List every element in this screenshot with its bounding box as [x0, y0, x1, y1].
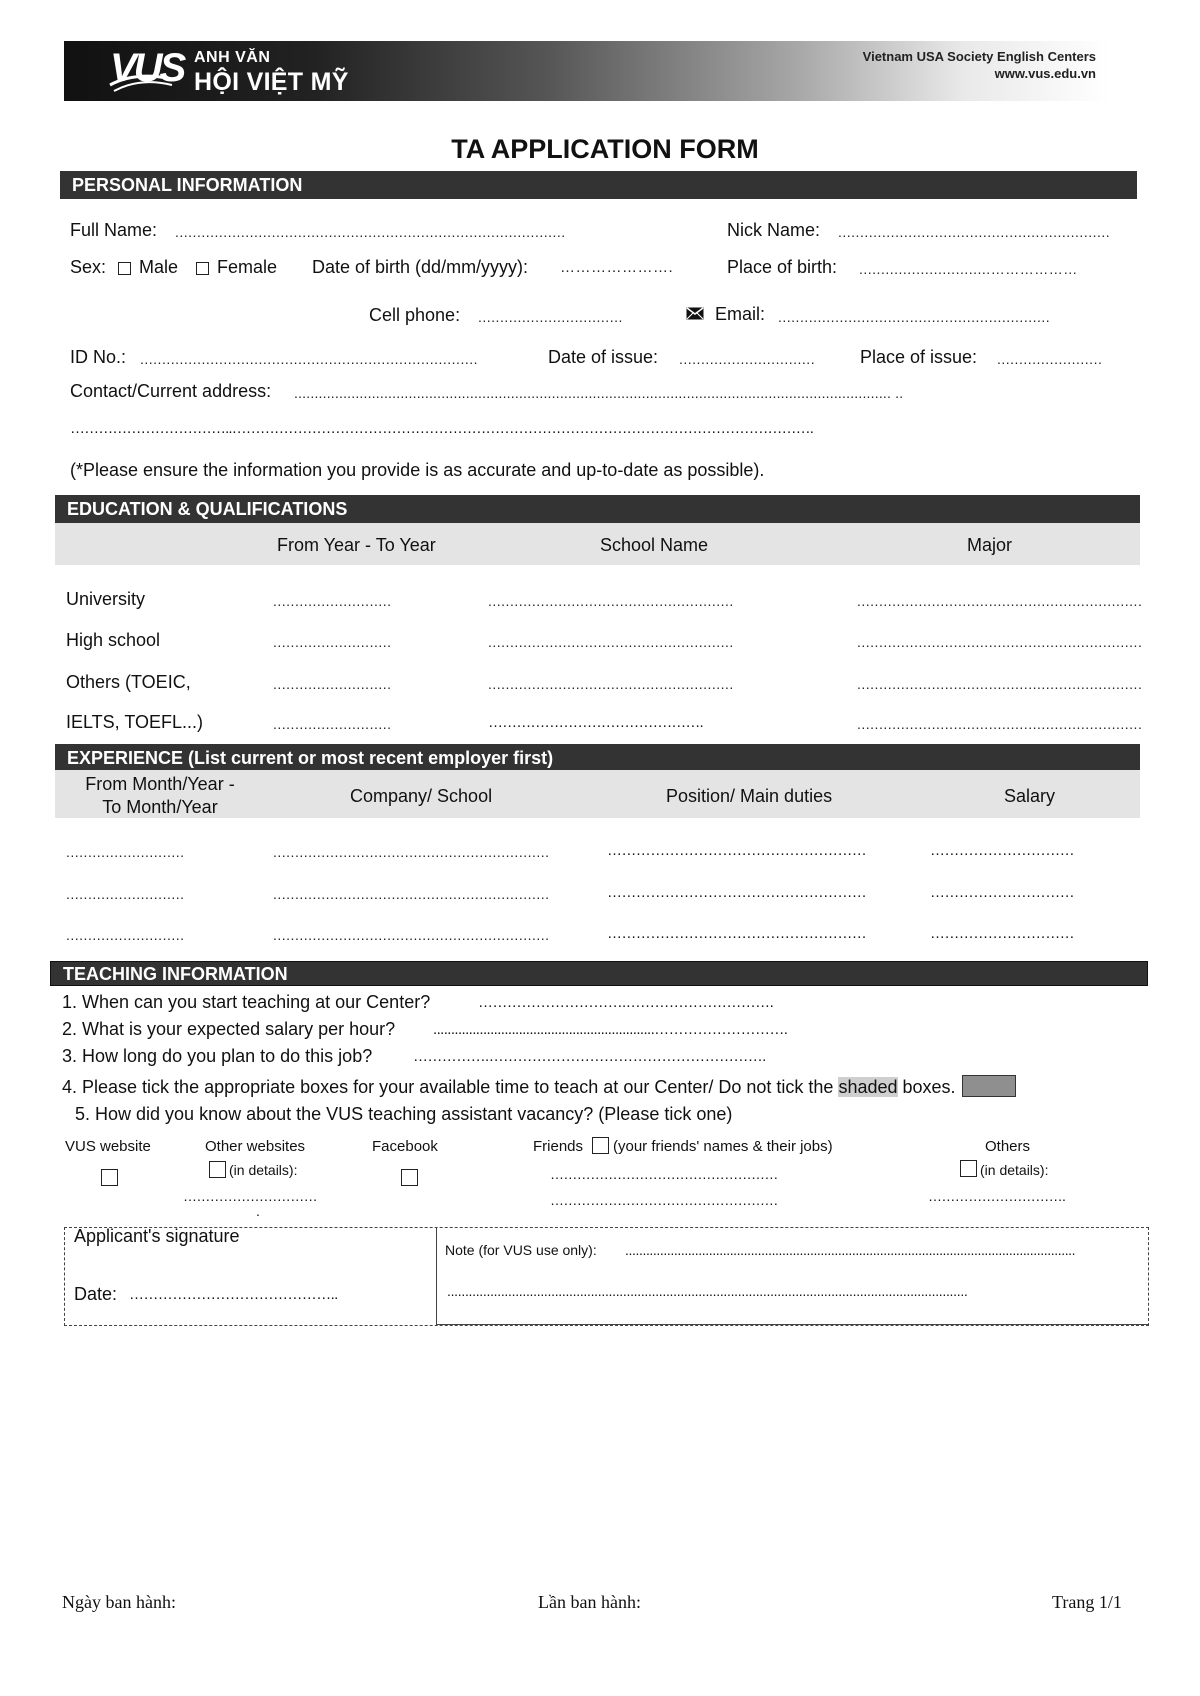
edu-row-label: University	[66, 589, 146, 609]
question-1: 1. When can you start teaching at our Center?	[62, 992, 431, 1012]
date-of-issue-field[interactable]: ...............................	[679, 351, 816, 367]
male-label: Male	[139, 257, 179, 277]
applicant-signature-label: Applicant's signature	[74, 1226, 240, 1246]
exp-col-company: Company/ School	[350, 786, 493, 806]
exp-row-period[interactable]: ...........................	[66, 844, 185, 860]
section-teaching-heading: TEACHING INFORMATION	[50, 961, 1148, 986]
edu-row-years[interactable]: ...........................	[273, 676, 392, 692]
question-5: 5. How did you know about the VUS teaching assistant vacancy? (Please tick one)	[75, 1104, 733, 1124]
sex-label: Sex:	[70, 257, 107, 277]
section-experience-heading: EXPERIENCE (List current or most recent employer first)	[55, 744, 1140, 770]
exp-row-position[interactable]: ………………………………………………	[607, 842, 867, 859]
vus-note-label: Note (for VUS use only):	[445, 1242, 597, 1258]
question-1-field[interactable]: ………………………….………………………….	[478, 994, 774, 1011]
edu-row-major[interactable]: .................................................................	[857, 676, 1143, 692]
edu-row-major[interactable]: .................................................................	[857, 716, 1143, 732]
edu-row-major[interactable]: .................................................................	[857, 634, 1143, 650]
org-website: www.vus.edu.vn	[994, 66, 1096, 81]
signature-divider	[436, 1227, 437, 1326]
female-label: Female	[217, 257, 278, 277]
section-education-heading: EDUCATION & QUALIFICATIONS	[55, 495, 1140, 523]
dob-field[interactable]: ………………….	[560, 259, 674, 276]
shaded-box-sample	[962, 1075, 1016, 1097]
edu-row-school[interactable]: ……………………………………….	[488, 714, 703, 731]
option-other-websites-detail: (in details):	[229, 1162, 298, 1178]
exp-row-position[interactable]: ………………………………………………	[607, 884, 867, 901]
option-others-detail: (in details):	[980, 1162, 1049, 1178]
option-vus-website-checkbox[interactable]	[101, 1169, 118, 1186]
question-3: 3. How long do you plan to do this job?	[62, 1046, 373, 1066]
accuracy-note: (*Please ensure the information you provide is as accurate and up-to-date as possible).	[70, 460, 765, 480]
envelope-icon	[686, 307, 704, 320]
footer-page-number: Trang 1/1	[1052, 1592, 1122, 1612]
pob-label: Place of birth:	[727, 257, 838, 277]
exp-row-salary[interactable]: …………………………	[930, 842, 1075, 859]
logo-line-anh-van: ANH VĂN	[194, 49, 271, 66]
edu-row-years[interactable]: ...........................	[273, 593, 392, 609]
option-vus-website-label: VUS website	[65, 1138, 151, 1155]
question-2-field[interactable]: ..............................................................……………………….	[433, 1021, 788, 1038]
page-title: TA APPLICATION FORM	[451, 134, 759, 164]
exp-row-position[interactable]: ………………………………………………	[607, 925, 867, 942]
option-friends-field[interactable]: ……………………………………………	[550, 1166, 778, 1182]
question-3-field[interactable]: …………….………………………………………………….	[413, 1048, 766, 1065]
note-bottom-border	[436, 1324, 1149, 1325]
vus-note-field[interactable]: .................................................................................................................................	[625, 1242, 1076, 1258]
place-of-issue-label: Place of issue:	[860, 347, 978, 367]
exp-row-company[interactable]: ...............................................................	[273, 886, 550, 902]
cell-phone-label: Cell phone:	[369, 305, 461, 325]
edu-col-years: From Year - To Year	[277, 535, 436, 555]
logo-line-hoi-viet-my: HỘI VIỆT MỸ	[194, 68, 349, 96]
signature-date-field[interactable]: ……………………………………..	[129, 1286, 338, 1303]
exp-col-period-line1: From Month/Year -	[85, 774, 235, 794]
edu-row-school[interactable]: ........................................................	[488, 593, 734, 609]
exp-col-position: Position/ Main duties	[666, 786, 833, 806]
nick-name-field[interactable]: ..............................................................	[838, 224, 1111, 240]
exp-row-salary[interactable]: …………………………	[930, 925, 1075, 942]
vus-note-field-2[interactable]: .................................................................................................................................................	[447, 1283, 968, 1299]
option-other-websites-field-end[interactable]: .	[256, 1203, 260, 1219]
male-checkbox[interactable]	[118, 262, 131, 275]
date-of-issue-label: Date of issue:	[548, 347, 659, 367]
place-of-issue-field[interactable]: ........................	[997, 351, 1103, 367]
full-name-field[interactable]: .........................................................................................	[175, 224, 566, 240]
option-other-websites-checkbox[interactable]	[209, 1161, 226, 1178]
pob-field[interactable]: ..............................………………	[859, 261, 1078, 277]
option-friends-field-2[interactable]: ……………………………………………	[550, 1192, 778, 1208]
option-other-websites-label: Other websites	[205, 1138, 306, 1155]
address-label: Contact/Current address:	[70, 381, 272, 401]
option-friends-checkbox[interactable]	[592, 1137, 609, 1154]
org-name: Vietnam USA Society English Centers	[862, 49, 1096, 64]
exp-col-period-line2: To Month/Year	[102, 797, 218, 817]
address-field[interactable]: .................................................................................................................................................. ..	[294, 385, 904, 401]
exp-row-period[interactable]: ...........................	[66, 886, 185, 902]
option-other-websites-field[interactable]: …………………………	[183, 1188, 318, 1204]
edu-row-label: Others (TOEIC,	[66, 672, 191, 692]
question-2: 2. What is your expected salary per hour?	[62, 1019, 396, 1039]
option-others-checkbox[interactable]	[960, 1160, 977, 1177]
exp-col-salary: Salary	[1004, 786, 1056, 806]
option-facebook-checkbox[interactable]	[401, 1169, 418, 1186]
email-label: Email:	[715, 304, 766, 324]
question-4-text: 4. Please tick the appropriate boxes for your available time to teach at our Center/ Do not tick the	[62, 1077, 834, 1097]
edu-row-years[interactable]: ...........................	[273, 716, 392, 732]
edu-row-school[interactable]: ........................................................	[488, 676, 734, 692]
edu-row-label: High school	[66, 630, 161, 650]
email-field[interactable]: ..............................................................	[778, 309, 1051, 325]
option-others-field[interactable]: ………………………….	[928, 1188, 1066, 1204]
shaded-word: shaded	[838, 1077, 898, 1097]
exp-row-company[interactable]: ...............................................................	[273, 927, 550, 943]
exp-row-period[interactable]: ...........................	[66, 927, 185, 943]
edu-col-school: School Name	[600, 535, 709, 555]
question-4	[62, 1075, 1016, 1098]
id-no-label: ID No.:	[70, 347, 127, 367]
edu-row-label: IELTS, TOEFL...)	[66, 712, 204, 732]
option-friends-detail: (your friends' names & their jobs)	[613, 1138, 833, 1155]
exp-row-company[interactable]: ...............................................................	[273, 844, 550, 860]
question-4-text-end: boxes.	[902, 1077, 956, 1097]
edu-col-major: Major	[967, 535, 1013, 555]
nick-name-label: Nick Name:	[727, 220, 821, 240]
id-no-field[interactable]: .............................................................................	[140, 351, 479, 367]
vus-logo: VUS	[110, 46, 184, 90]
option-friends-label: Friends	[533, 1138, 584, 1155]
exp-row-salary[interactable]: …………………………	[930, 884, 1075, 901]
option-facebook-label: Facebook	[372, 1138, 438, 1155]
edu-row-years[interactable]: ...........................	[273, 634, 392, 650]
edu-row-major[interactable]: .................................................................	[857, 593, 1143, 609]
full-name-label: Full Name:	[70, 220, 158, 240]
dob-label: Date of birth (dd/mm/yyyy):	[312, 257, 529, 277]
address-field-line2[interactable]: ……………………………..…………………………………………………………………………………………………………….	[70, 420, 814, 437]
option-others-label: Others	[985, 1138, 1031, 1155]
section-personal-heading: PERSONAL INFORMATION	[60, 171, 1137, 199]
signature-date-label: Date:	[74, 1284, 118, 1304]
female-checkbox[interactable]	[196, 262, 209, 275]
footer-issue-number: Lần ban hành:	[538, 1592, 641, 1612]
edu-row-school[interactable]: ........................................................	[488, 634, 734, 650]
footer-issue-date: Ngày ban hành:	[62, 1592, 176, 1612]
cell-phone-field[interactable]: .................................	[478, 309, 623, 325]
